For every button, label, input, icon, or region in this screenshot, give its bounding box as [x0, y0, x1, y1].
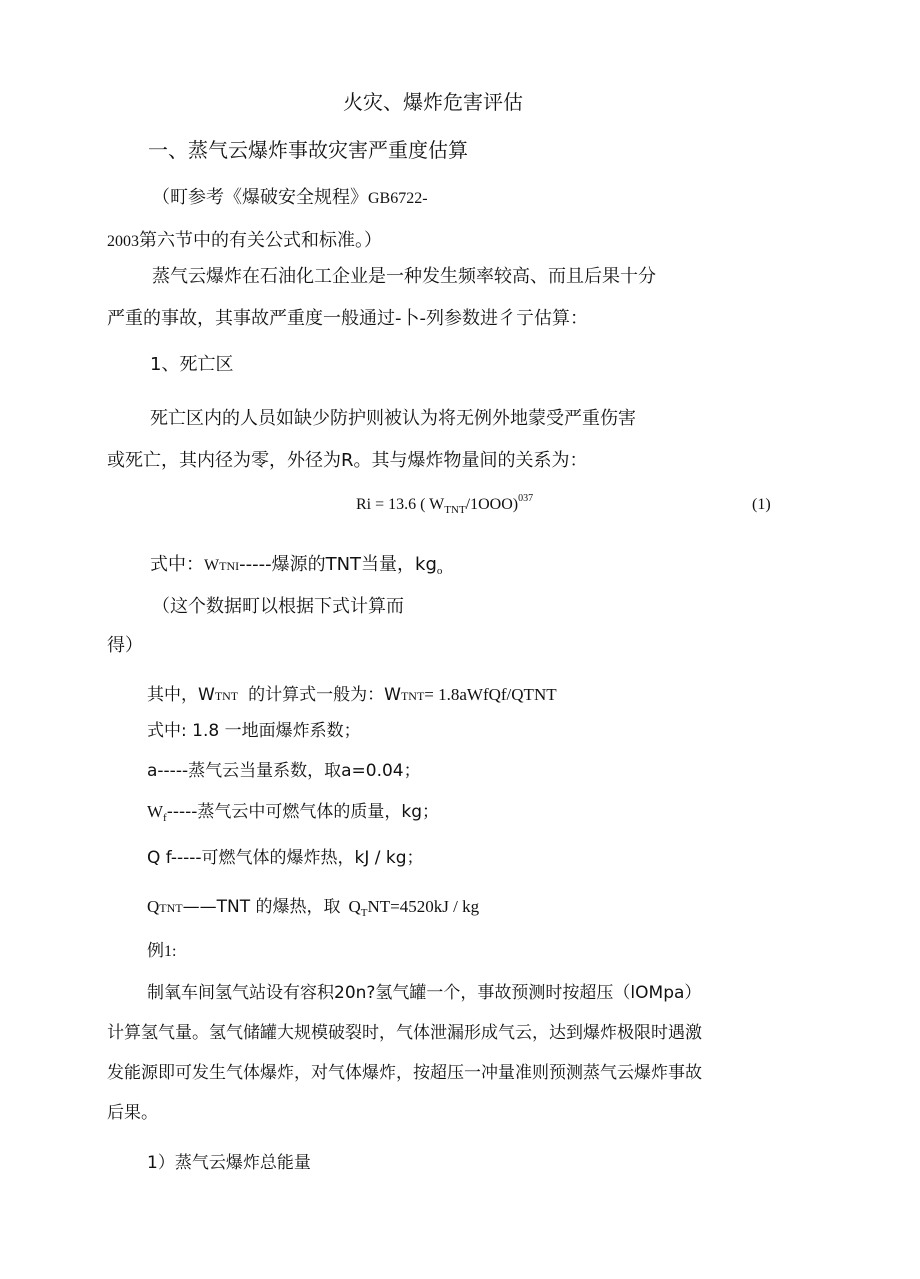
document-title: 火灾、爆炸危害评估 [343, 90, 523, 114]
where-definition-tail: o [436, 565, 443, 577]
paragraph-2-line-1: 死亡区内的人员如缺少防护则被认为将无例外地蒙受严重伤害 [150, 408, 636, 429]
reference-code: GB6722- [368, 190, 428, 207]
example-line-1: 制氧车间氢气站设有容积20n?氢气罐一个，事故预测时按超压（lOMpa） [147, 983, 702, 1003]
calc-sub-b: TNT [400, 689, 425, 703]
definition-5-symbol: Q [147, 897, 160, 916]
note-line-1: （这个数据町以根据下式计算而 [152, 596, 404, 617]
reference-line-1 [152, 189, 428, 207]
formula-1-subscript: TNT [444, 504, 466, 516]
example-number: 1: [164, 943, 177, 960]
note-line-2: 得） [107, 635, 143, 656]
example-line-3: 发能源即可发生气体爆炸，对气体爆炸，按超压一冲量准则预测蒸气云爆炸事故 [107, 1063, 702, 1083]
definition-5-sub: TNT [159, 901, 183, 915]
formula-1-number: (1) [752, 496, 771, 513]
definition-5-symbol-2: Q [348, 897, 361, 916]
definition-3-symbol: W [147, 802, 164, 821]
item-heading-death-zone: 1、死亡区 [150, 354, 234, 375]
definition-2: a-----蒸气云当量系数，取a=0.04； [147, 761, 421, 781]
calc-sub-a: TNT [214, 689, 239, 703]
definition-3-text: -----蒸气云中可燃气体的质量，kg； [166, 802, 440, 822]
formula-1-part-a: Ri = 13.6 ( W [356, 496, 445, 513]
example-line-4: 后果。 [107, 1103, 158, 1123]
definition-3 [147, 802, 440, 824]
section-heading-1: 一、蒸气云爆炸事故灾害严重度估算 [148, 138, 468, 162]
reference-year: 2003 [107, 233, 139, 250]
definition-3-sub: f [163, 812, 167, 824]
reference-line-2 [107, 232, 382, 250]
calc-text-a: 其中，W [147, 685, 215, 705]
where-definition: -----爆源的TNT当量，kg [239, 554, 437, 575]
calc-text-b: 的计算式一般为：W [248, 685, 401, 705]
definition-5-sub-2: T [360, 907, 368, 919]
definition-5-text: ——TNT 的爆热，取 [182, 897, 341, 917]
reference-text: （町参考《爆破安全规程》 [152, 187, 368, 208]
example-label: 例 [147, 941, 164, 961]
example-line-2: 计算氢气量。氢气储罐大规模破裂时，气体泄漏形成气云，达到爆炸极限时遇激 [107, 1023, 702, 1043]
definition-5 [147, 897, 480, 919]
paragraph-2-line-2: 或死亡，其内径为零，外径为R。其与爆炸物量间的关系为： [107, 450, 588, 471]
calc-line [147, 686, 557, 704]
definition-5-value: NT=4520kJ / kg [367, 897, 480, 916]
reference-text-2: 第六节中的有关公式和标准。） [139, 230, 382, 251]
formula-1 [356, 493, 534, 516]
calc-formula: = 1.8aWfQf/QTNT [424, 685, 557, 704]
formula-1-part-b: /1OOO) [465, 496, 519, 513]
paragraph-1-line-1: 蒸气云爆炸在石油化工企业是一种发生频率较高、而且后果十分 [152, 266, 656, 287]
sub-item-heading: 1）蒸气云爆炸总能量 [147, 1153, 311, 1173]
definition-4: Q f-----可燃气体的爆炸热，kJ / kg； [147, 848, 424, 868]
where-line [150, 554, 443, 577]
paragraph-1-line-2: 严重的事故，其事故严重度一般通过-卜-列参数进彳亍估算： [107, 308, 588, 329]
definition-1: 式中: 1.8 一地面爆炸系数； [147, 721, 361, 741]
where-label: 式中： [150, 554, 204, 575]
example-heading [147, 943, 176, 960]
formula-1-exponent: 037 [518, 493, 534, 504]
where-symbol-sub: TNI [219, 559, 240, 573]
where-symbol: W [204, 557, 220, 574]
